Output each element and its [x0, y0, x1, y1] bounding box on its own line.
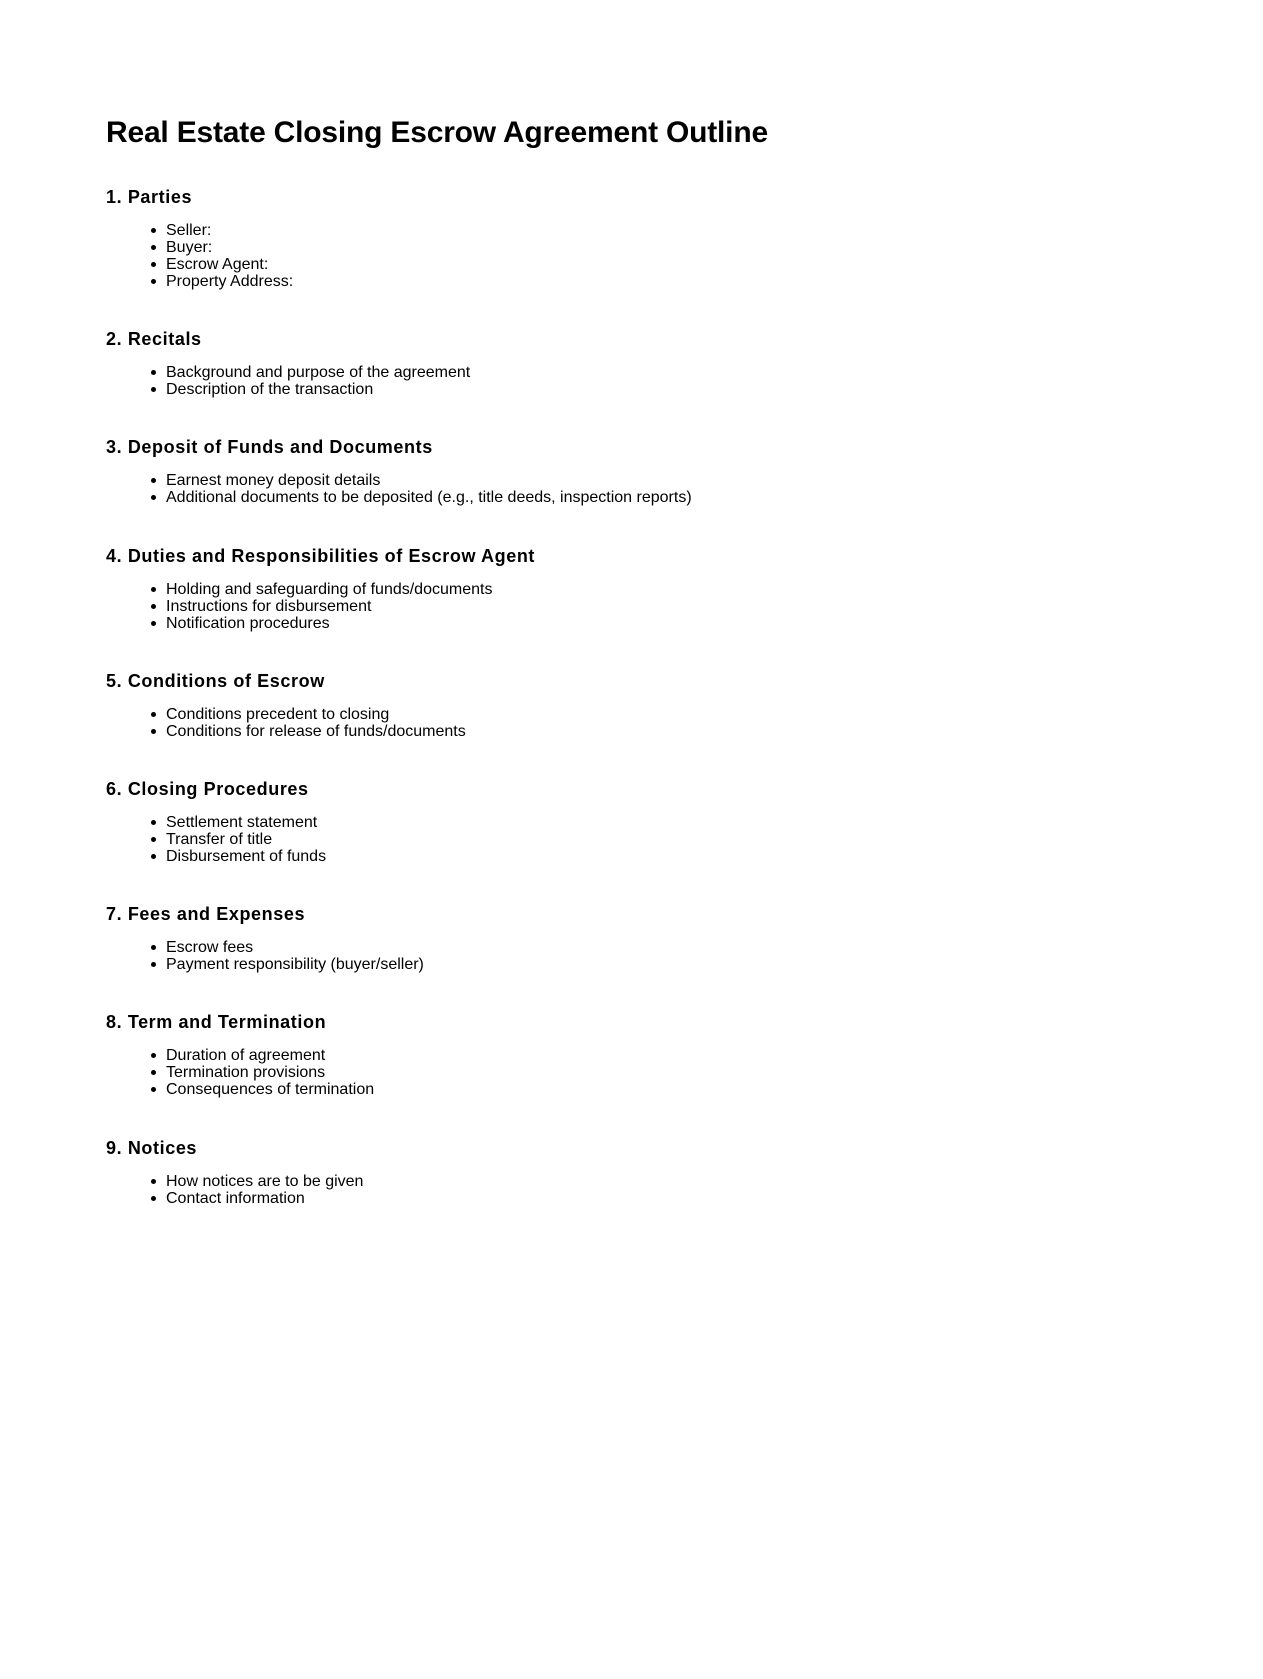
section-parties: [106, 186, 1106, 290]
section-conditions: [106, 670, 1106, 740]
bullet-icon: [151, 1196, 156, 1201]
bullet-icon: [151, 1070, 156, 1075]
list-item: Earnest money deposit details: [166, 472, 1106, 489]
bullet-icon: [151, 478, 156, 483]
bullet-icon: [151, 587, 156, 592]
bullet-icon: [151, 604, 156, 609]
bullet-icon: [151, 962, 156, 967]
section-heading: 6. Closing Procedures: [106, 779, 309, 799]
page-title: Real Estate Closing Escrow Agreement Outline: [106, 116, 768, 149]
bullet-icon: [151, 712, 156, 717]
list-item: Holding and safeguarding of funds/documents: [166, 581, 1106, 598]
list-item: Settlement statement: [166, 814, 1106, 831]
bullet-icon: [151, 262, 156, 267]
bullet-icon: [151, 245, 156, 250]
section-heading: 7. Fees and Expenses: [106, 904, 306, 924]
section-heading: 9. Notices: [106, 1138, 198, 1158]
list-item: Conditions for release of funds/documents: [166, 723, 1106, 740]
bullet-icon: [151, 228, 156, 233]
bullet-icon: [151, 1179, 156, 1184]
bullet-list: [106, 1047, 1106, 1098]
list-item: Conditions precedent to closing: [166, 706, 1106, 723]
list-item: Notification procedures: [166, 615, 1106, 632]
list-item: Duration of agreement: [166, 1047, 1106, 1064]
section-heading: 3. Deposit of Funds and Documents: [106, 437, 433, 457]
section-fees: [106, 903, 1106, 973]
bullet-list: [106, 472, 1106, 506]
bullet-list: [106, 581, 1106, 632]
bullet-icon: [151, 370, 156, 375]
section-closing-procedures: [106, 778, 1106, 865]
list-item: Transfer of title: [166, 831, 1106, 848]
bullet-icon: [151, 279, 156, 284]
bullet-list: [106, 222, 1106, 290]
list-item: Escrow fees: [166, 939, 1106, 956]
list-item: Contact information: [166, 1190, 1106, 1207]
bullet-icon: [151, 621, 156, 626]
section-heading: 5. Conditions of Escrow: [106, 671, 325, 691]
list-item: Disbursement of funds: [166, 848, 1106, 865]
bullet-icon: [151, 729, 156, 734]
bullet-icon: [151, 1087, 156, 1092]
section-heading: 2. Recitals: [106, 329, 202, 349]
list-item: Description of the transaction: [166, 381, 1106, 398]
bullet-list: [106, 364, 1106, 398]
bullet-icon: [151, 387, 156, 392]
list-item: Payment responsibility (buyer/seller): [166, 956, 1106, 973]
bullet-icon: [151, 1053, 156, 1058]
section-heading: 1. Parties: [106, 187, 193, 207]
bullet-list: [106, 814, 1106, 865]
list-item: Additional documents to be deposited (e.g., title deeds, inspection reports): [166, 489, 1106, 506]
list-item: How notices are to be given: [166, 1173, 1106, 1190]
section-duties: [106, 545, 1106, 632]
bullet-icon: [151, 945, 156, 950]
section-notices: [106, 1137, 1106, 1207]
list-item: Consequences of termination: [166, 1081, 1106, 1098]
section-term-termination: [106, 1011, 1106, 1098]
bullet-icon: [151, 854, 156, 859]
bullet-icon: [151, 837, 156, 842]
section-deposit: [106, 436, 1106, 506]
section-heading: 4. Duties and Responsibilities of Escrow Agent: [106, 546, 536, 566]
list-item: Buyer:: [166, 239, 1106, 256]
bullet-list: [106, 706, 1106, 740]
list-item: Property Address:: [166, 273, 1106, 290]
bullet-list: [106, 939, 1106, 973]
list-item: Escrow Agent:: [166, 256, 1106, 273]
list-item: Instructions for disbursement: [166, 598, 1106, 615]
bullet-icon: [151, 820, 156, 825]
section-heading: 8. Term and Termination: [106, 1012, 327, 1032]
bullet-list: [106, 1173, 1106, 1207]
section-recitals: [106, 328, 1106, 398]
bullet-icon: [151, 495, 156, 500]
list-item: Background and purpose of the agreement: [166, 364, 1106, 381]
list-item: Seller:: [166, 222, 1106, 239]
list-item: Termination provisions: [166, 1064, 1106, 1081]
